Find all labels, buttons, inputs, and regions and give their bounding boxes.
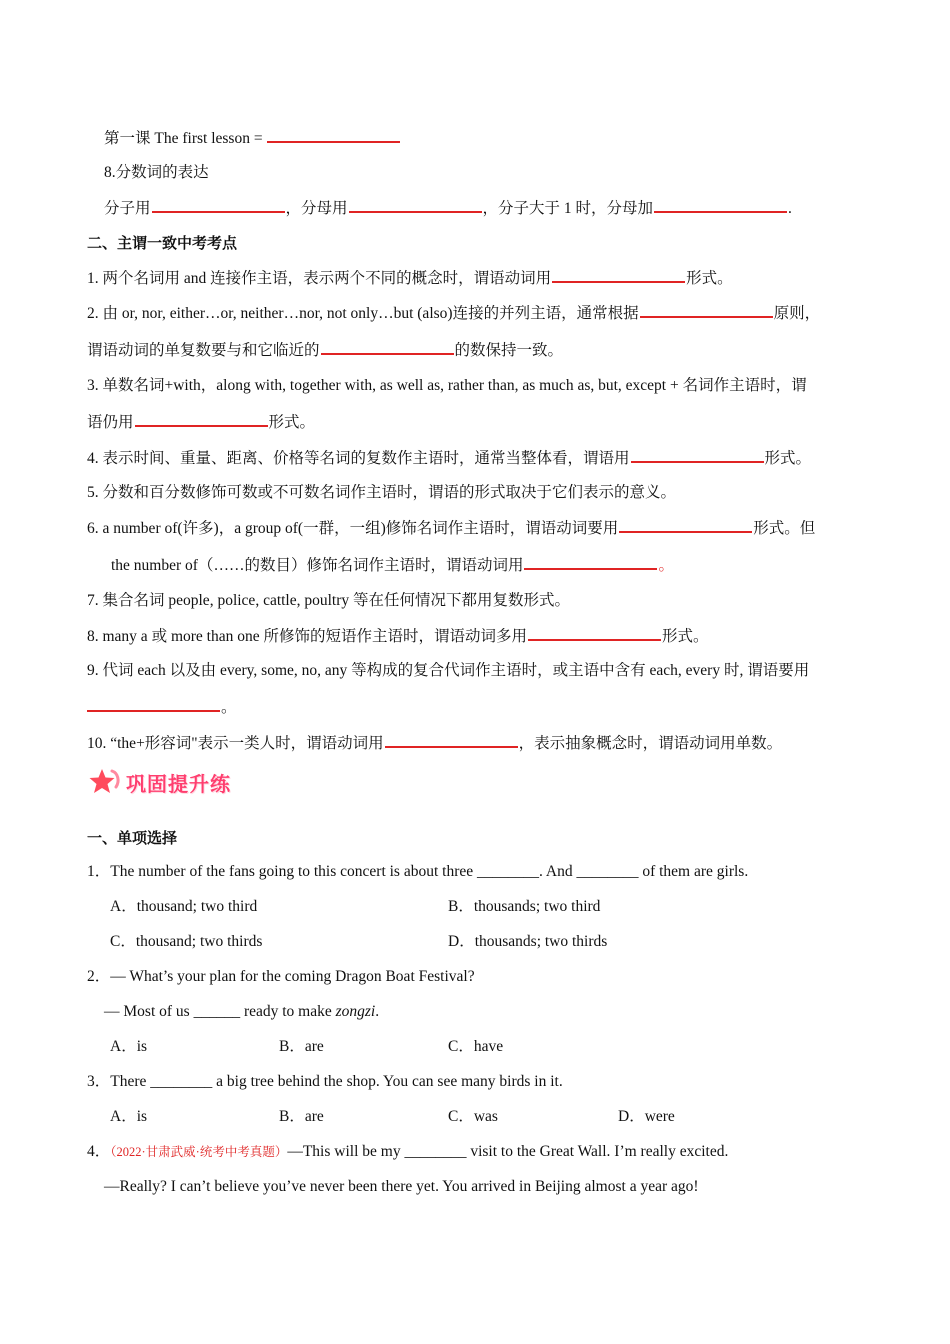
q1-option-d[interactable]: D．thousands; two thirds [448,933,608,950]
question-2-reply: — Most of us ______ ready to make zongzi. [104,1003,380,1020]
rule-9: 9. 代词 each 以及由 every, some, no, any 等构成的复合代词作主语时，或主语中含有 each, every 时, 谓语要用 [87,662,810,679]
answer-blank[interactable] [321,339,454,355]
answer-blank[interactable] [552,267,685,283]
q3-option-d[interactable]: D．were [618,1108,675,1125]
practice-banner [88,764,231,800]
q2-option-c[interactable]: C．have [448,1038,504,1055]
question-1: 1．The number of the fans going to this concert is about three ________. And ________ of them are girls. [87,863,749,880]
section-heading-agreement: 二、主谓一致中考考点 [87,234,238,252]
q3-option-c[interactable]: C．was [448,1108,498,1125]
answer-blank[interactable] [152,197,285,213]
rule-2-cont: 谓语动词的单复数要与和它临近的 的数保持一致。 [87,339,563,362]
q1-option-c[interactable]: C．thousand; two thirds [110,933,263,950]
q2-option-b[interactable]: B．are [279,1038,324,1055]
answer-blank[interactable] [524,554,657,570]
answer-blank[interactable] [385,732,518,748]
rule-2: 2. 由 or, nor, either…or, neither…nor, not only…but (also)连接的并列主语，通常根据 原则， [87,302,820,325]
question-2: 2．— What’s your plan for the coming Dragon Boat Festival? [87,968,475,985]
q3-option-b[interactable]: B．are [279,1108,324,1125]
rule-1: 1. 两个名词用 and 连接作主语，表示两个不同的概念时，谓语动词用 形式。 [87,267,733,290]
q3-option-a[interactable]: A．is [110,1108,148,1125]
rule-9-cont: 。 [87,696,237,719]
answer-blank[interactable] [528,625,661,641]
fraction-line: 分子用 ，分母用 ，分子大于 1 时，分母加 . [104,197,792,220]
question-4-reply: —Really? I can’t believe you’ve never been there yet. You arrived in Beijing almost a year ago! [104,1178,699,1195]
banner-title: 巩固提升练 [126,771,231,796]
section-heading-choice: 一、单项选择 [87,829,178,847]
answer-blank[interactable] [135,411,268,427]
rule-6-cont: the number of（……的数目）修饰名词作主语时，谓语动词用 。 [111,554,674,577]
answer-blank[interactable] [87,696,220,712]
rule-4: 4. 表示时间、重量、距离、价格等名词的复数作主语时，通常当整体看，谓语用 形式。 [87,447,811,470]
fraction-heading: 8.分数词的表达 [104,164,209,181]
first-lesson-line: 第一课 The first lesson = [104,127,401,150]
star-icon [88,767,122,797]
q1-option-a[interactable]: A．thousand; two third [110,898,258,915]
rule-3-cont: 语仍用 形式。 [87,411,315,434]
rule-5: 5. 分数和百分数修饰可数或不可数名词作主语时，谓语的形式取决于它们表示的意义。 [87,484,677,501]
rule-10: 10. “the+形容词"表示一类人时，谓语动词用 ，表示抽象概念时，谓语动词用单数。 [87,732,782,755]
q1-option-b[interactable]: B．thousands; two third [448,898,601,915]
rule-7: 7. 集合名词 people, police, cattle, poultry 等在任何情况下都用复数形式。 [87,592,571,609]
rule-6: 6. a number of(许多)，a group of(一群，一组)修饰名词作主语时，谓语动词要用 形式。但 [87,517,815,540]
q2-option-a[interactable]: A．is [110,1038,148,1055]
answer-blank[interactable] [654,197,787,213]
rule-3: 3. 单数名词+with，along with, together with, as well as, rather than, as much as, but, except + 名词作主语时，谓 [87,377,807,394]
question-source: （2022·甘肃武威·统考中考真题） [110,1145,288,1159]
answer-blank[interactable] [267,127,400,143]
rule-8: 8. many a 或 more than one 所修饰的短语作主语时，谓语动词多用 形式。 [87,625,709,648]
question-4: 4．（2022·甘肃武威·统考中考真题）—This will be my ________ visit to the Great Wall. I’m really excited. [87,1143,729,1160]
answer-blank[interactable] [619,517,752,533]
answer-blank[interactable] [640,302,773,318]
question-3: 3．There ________ a big tree behind the shop. You can see many birds in it. [87,1073,563,1090]
answer-blank[interactable] [631,447,764,463]
answer-blank[interactable] [349,197,482,213]
